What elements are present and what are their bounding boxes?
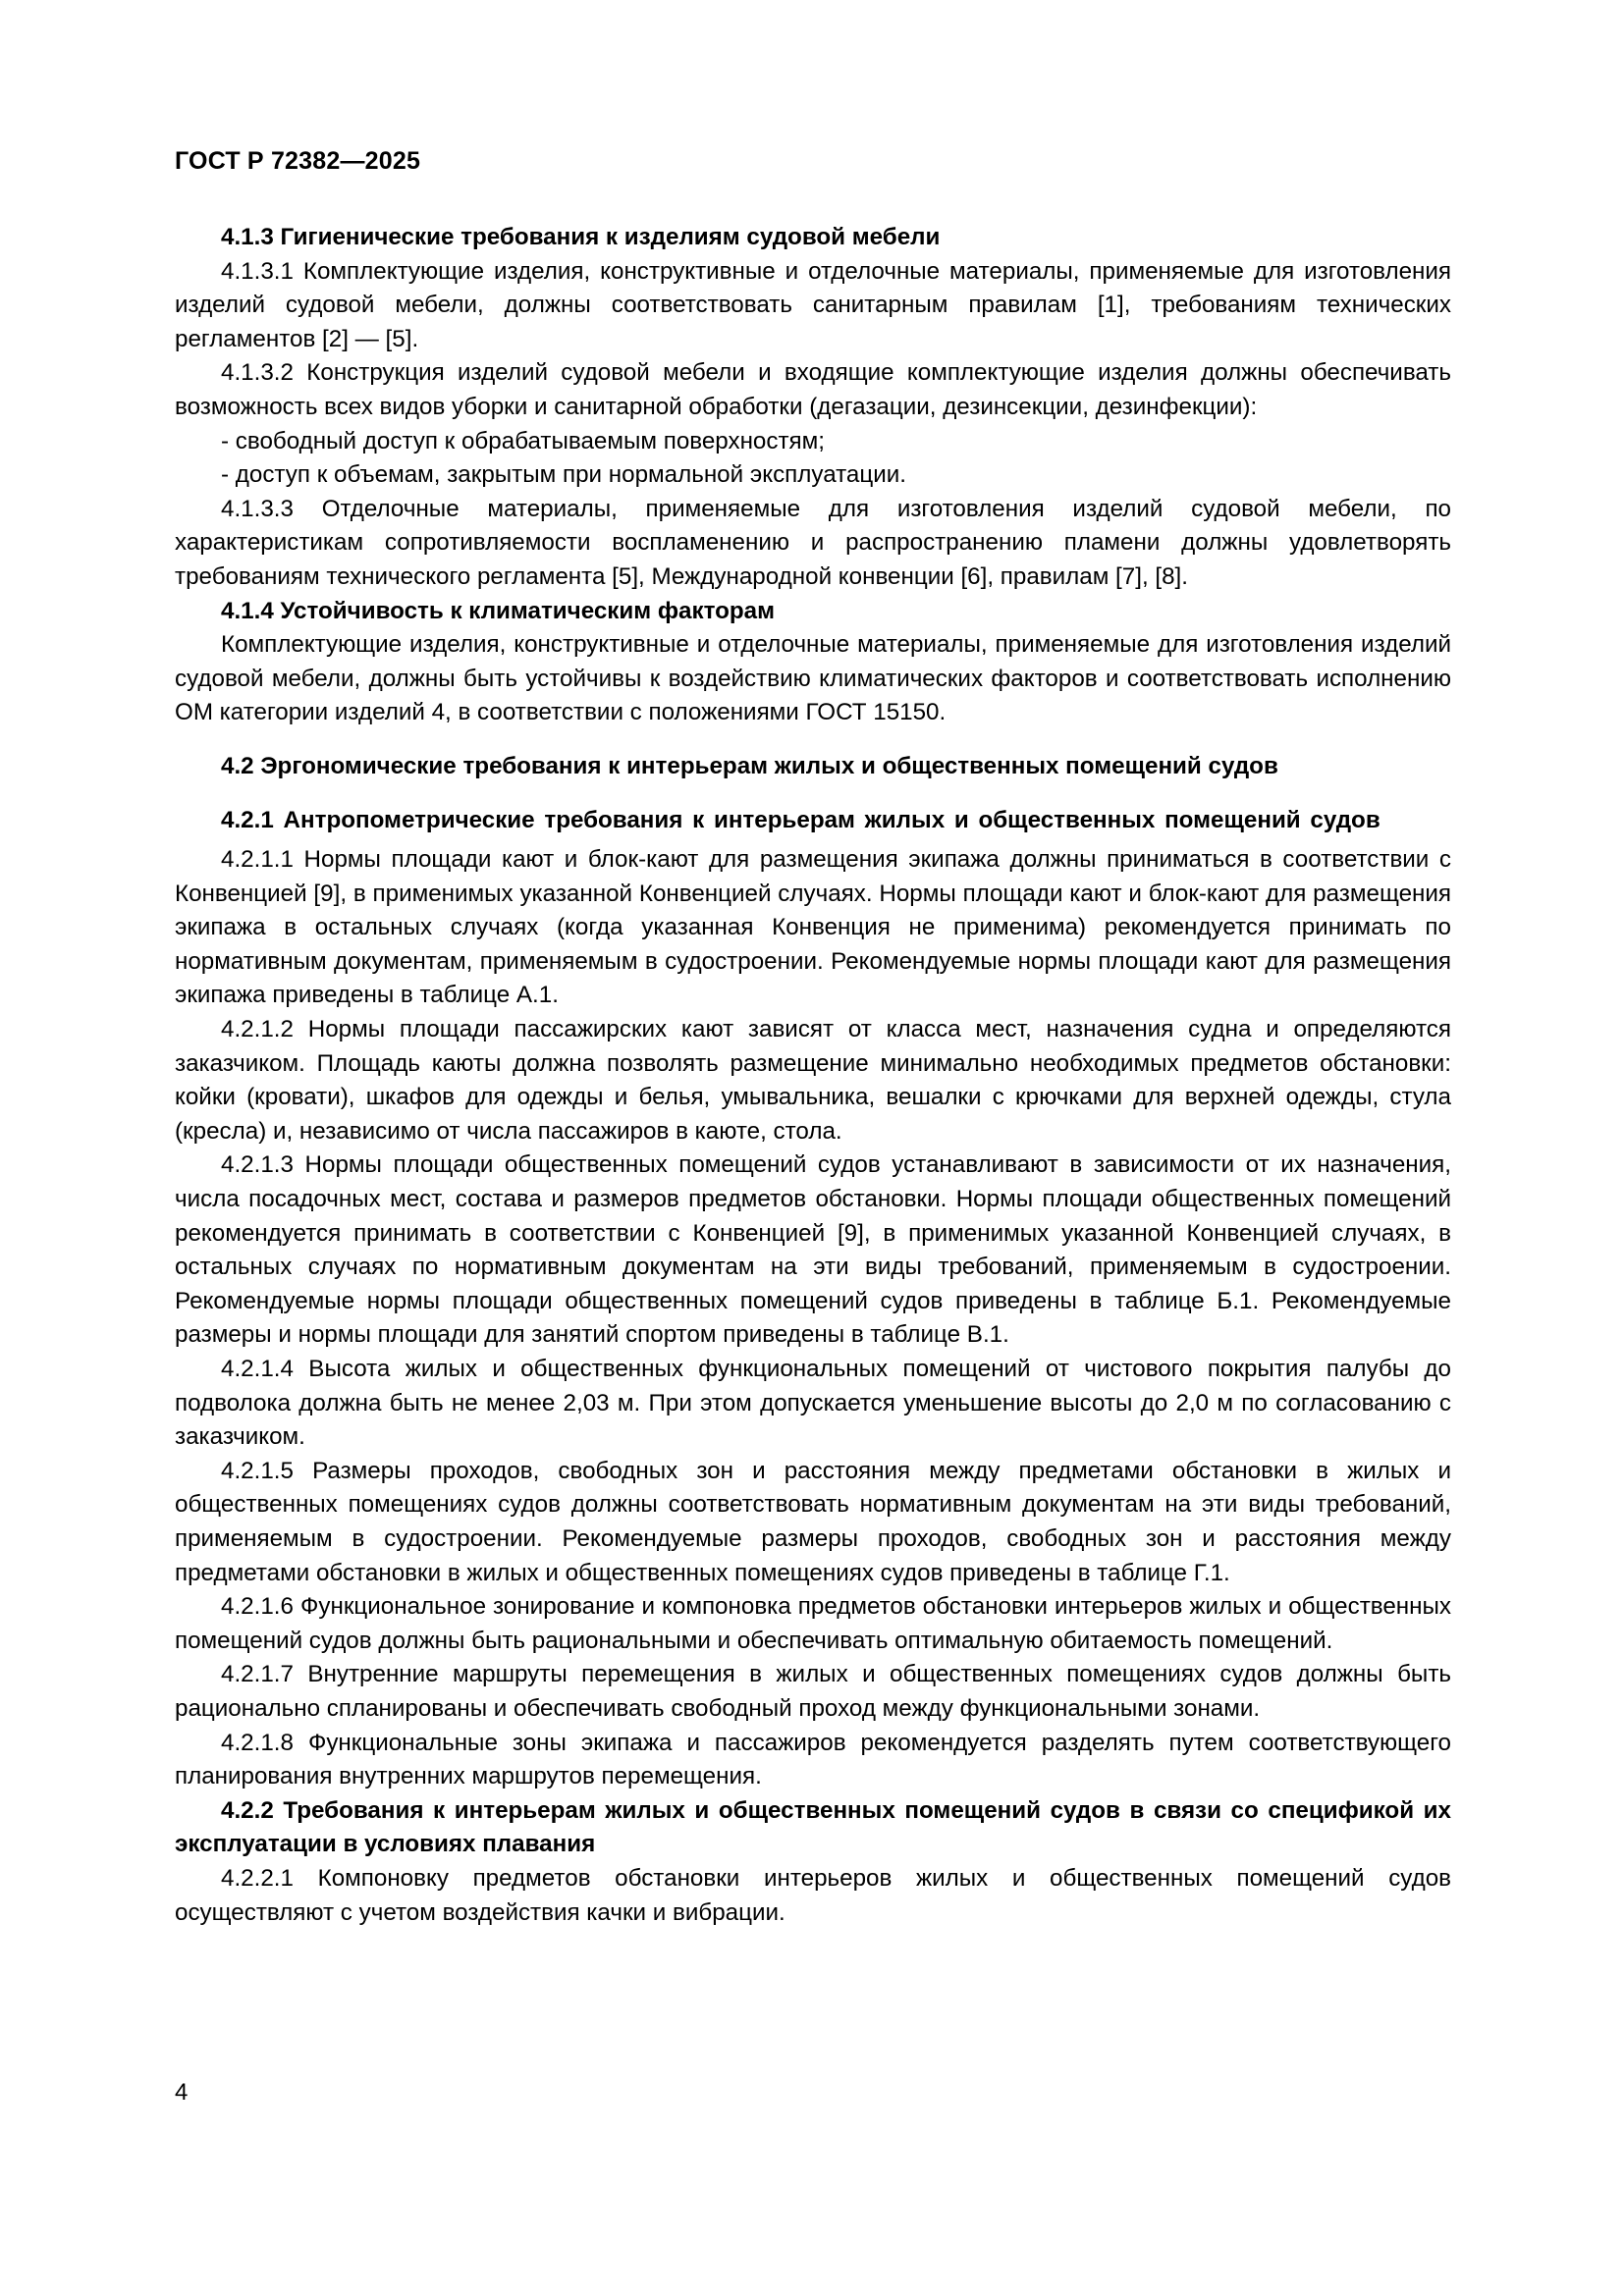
- section-heading-4-2: 4.2 Эргономические требования к интерьерам жилых и общественных помещений судов: [221, 752, 1278, 779]
- para-4-2-1-5: 4.2.1.5 Размеры проходов, свободных зон и расстояния между предметами обстановки в жилых и общественных помещениях судов должны соответствовать нормативным документам на эти виды требований, применяемым в судостроении. Рекомендуемые размеры проходов, свободных зон и расстояния между предметами обстановки в жилых и общественных помещениях судов приведены в таблице Г.1.: [175, 1457, 1451, 1586]
- para-4-2-1-6: 4.2.1.6 Функциональное зонирование и компоновка предметов обстановки интерьеров жилых и общественных помещений судов должны быть рациональными и обеспечивать оптимальную обитаемость помещений.: [175, 1593, 1451, 1654]
- para-4-1-3-1: 4.1.3.1 Комплектующие изделия, конструктивные и отделочные материалы, применяемые для изготовления изделий судовой мебели, должны соответствовать санитарным правилам [1], требованиям технических регламентов [2] — [5].: [175, 257, 1451, 352]
- section-heading-4-2-2: 4.2.2 Требования к интерьерам жилых и общественных помещений судов в связи со спецификой их эксплуатации в условиях плавания: [175, 1796, 1451, 1858]
- section-heading-4-1-3: 4.1.3 Гигиенические требования к изделиям судовой мебели: [221, 224, 941, 250]
- para-4-1-4-body: Комплектующие изделия, конструктивные и отделочные материалы, применяемые для изготовления изделий судовой мебели, должны быть устойчивы к воздействию климатических факторов и соответствовать исполнению ОМ категории изделий 4, в соответствии с положениями ГОСТ 15150.: [175, 631, 1451, 726]
- para-4-2-1-3: 4.2.1.3 Нормы площади общественных помещений судов устанавливают в зависимости от их назначения, числа посадочных мест, состава и размеров предметов обстановки. Нормы площади общественных помещений рекомендуется принимать в соответствии с Конвенцией [9], в применимых указанной Конвенцией случаях, в остальных случаях по нормативным документам на эти виды требований, применяемым в судостроении. Рекомендуемые нормы площади общественных помещений судов приведены в таблице Б.1. Рекомендуемые размеры и нормы площади для занятий спортом приведены в таблице В.1.: [175, 1151, 1451, 1349]
- list-item-free-access: - свободный доступ к обрабатываемым поверхностям;: [221, 427, 825, 454]
- para-4-2-1-1: 4.2.1.1 Нормы площади кают и блок-кают для размещения экипажа должны приниматься в соответствии с Конвенцией [9], в применимых указанной Конвенцией случаях. Нормы площади кают и блок-кают для размещения экипажа в остальных случаях (когда указанная Конвенция не применима) рекомендуется принимать по нормативным документам, применяемым в судостроении. Рекомендуемые нормы площади кают для размещения экипажа приведены в таблице А.1.: [175, 846, 1451, 1009]
- para-4-1-3-3: 4.1.3.3 Отделочные материалы, применяемые для изготовления изделий судовой мебели, по характеристикам сопротивляемости воспламенению и распространению пламени должны удовлетворять требованиям технического регламента [5], Международной конвенции [6], правилам [7], [8].: [175, 495, 1451, 590]
- para-4-2-1-8: 4.2.1.8 Функциональные зоны экипажа и пассажиров рекомендуется разделять путем соответствующего планирования внутренних маршрутов перемещения.: [175, 1729, 1451, 1790]
- section-heading-4-2-1: 4.2.1 Антропометрические требования к интерьерам жилых и общественных помещений судов: [221, 806, 1380, 833]
- para-4-1-3-2: 4.1.3.2 Конструкция изделий судовой мебели и входящие комплектующие изделия должны обеспечивать возможность всех видов уборки и санитарной обработки (дегазации, дезинсекции, дезинфекции):: [175, 359, 1451, 420]
- document-body: [175, 221, 1451, 1930]
- section-heading-4-1-4: 4.1.4 Устойчивость к климатическим факторам: [221, 597, 776, 624]
- page-number: 4: [175, 2079, 189, 2106]
- para-4-2-2-1: 4.2.2.1 Компоновку предметов обстановки интерьеров жилых и общественных помещений судов осуществляют с учетом воздействия качки и вибрации.: [175, 1864, 1451, 1926]
- para-4-2-1-2: 4.2.1.2 Нормы площади пассажирских кают зависят от класса мест, назначения судна и определяются заказчиком. Площадь каюты должна позволять размещение минимально необходимых предметов обстановки: койки (кровати), шкафов для одежды и белья, умывальника, вешалки с крючками для верхней одежды, стула (кресла) и, независимо от числа пассажиров в каюте, стола.: [175, 1016, 1451, 1145]
- para-4-2-1-7: 4.2.1.7 Внутренние маршруты перемещения в жилых и общественных помещениях судов должны быть рационально спланированы и обеспечивать свободный проход между функциональными зонами.: [175, 1661, 1451, 1722]
- document-header: ГОСТ Р 72382—2025: [175, 147, 421, 175]
- list-item-closed-volumes: - доступ к объемам, закрытым при нормальной эксплуатации.: [221, 461, 906, 489]
- para-4-2-1-4: 4.2.1.4 Высота жилых и общественных функциональных помещений от чистового покрытия палубы до подволока должна быть не менее 2,03 м. При этом допускается уменьшение высоты до 2,0 м по согласованию с заказчиком.: [175, 1356, 1451, 1451]
